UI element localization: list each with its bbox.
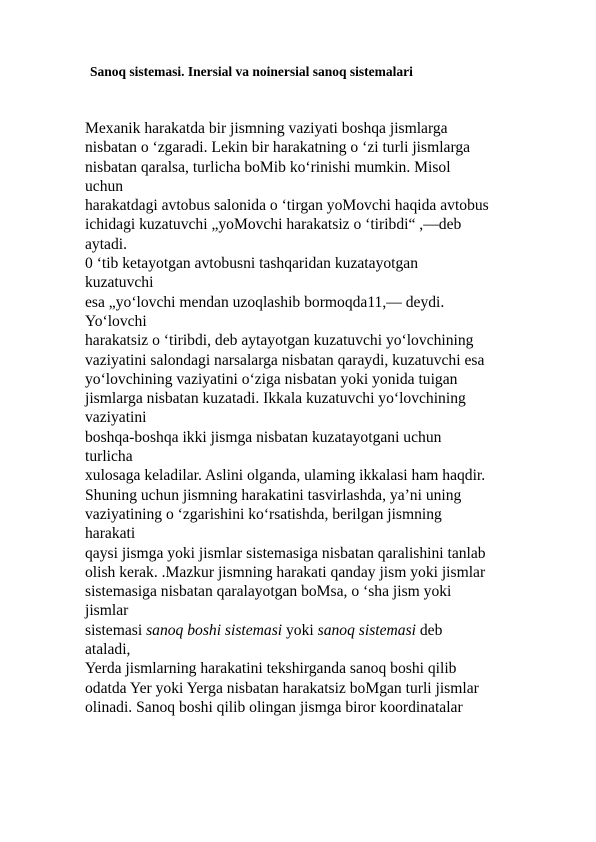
italic-term: sanoq boshi sistemasi bbox=[146, 621, 283, 639]
text-line: jismlar bbox=[85, 602, 129, 620]
text-line: harakatsiz o ‘tiribdi, deb aytayotgan kuzatuvchi yo‘lovchining bbox=[85, 332, 474, 350]
text-line: boshqa-boshqa ikki jismga nisbatan kuzatayotgani uchun bbox=[85, 428, 442, 446]
text-line: vaziyatining o ‘zgarishini ko‘rsatishda, berilgan jismning bbox=[85, 505, 442, 523]
body-text bbox=[85, 119, 545, 717]
text-line: odatda Yer yoki Yerga nisbatan harakatsiz boMgan turli jismlar bbox=[85, 679, 479, 697]
text-line: sistemasiga nisbatan qaralayotgan boMsa, o ‘sha jism yoki bbox=[85, 583, 452, 601]
italic-term: sanoq sistemasi bbox=[317, 621, 416, 639]
text-run: yoki bbox=[282, 621, 318, 639]
text-line: Shuning uchun jismning harakatini tasvirlashda, ya’ni uning bbox=[85, 486, 462, 504]
text-line: qaysi jismga yoki jismlar sistemasiga nisbatan qaralishini tanlab bbox=[85, 544, 486, 562]
text-line: uchun bbox=[85, 177, 124, 195]
text-line: esa „yo‘lovchi mendan uzoqlashib bormoqda11,— deydi. bbox=[85, 293, 445, 311]
text-run: sistemasi bbox=[85, 621, 147, 639]
text-line: olinadi. Sanoq boshi qilib olingan jismga biror koordinatalar bbox=[85, 698, 463, 716]
text-line: 0 ‘tib ketayotgan avtobusni tashqaridan kuzatayotgan bbox=[85, 255, 419, 273]
text-line: yo‘lovchining vaziyatini o‘ziga nisbatan yoki yonida tuigan bbox=[85, 370, 458, 388]
text-line: turlicha bbox=[85, 448, 133, 466]
text-line: harakati bbox=[85, 525, 136, 543]
text-line: Mexanik harakatda bir jismning vaziyati boshqa jismlarga bbox=[85, 120, 448, 137]
text-line: Yo‘lovchi bbox=[85, 312, 147, 330]
text-line: olish kerak. .Mazkur jismning harakati qanday jism yoki jismlar bbox=[85, 563, 486, 581]
text-line: nisbatan qaralsa, turlicha boMib ko‘rinishi mumkin. Misol bbox=[85, 158, 451, 176]
text-line: Yerda jismlarning harakatini tekshirganda sanoq boshi qilib bbox=[85, 660, 457, 678]
text-line: vaziyatini salondagi narsalarga nisbatan qaraydi, kuzatuvchi esa bbox=[85, 351, 485, 369]
text-line: aytadi. bbox=[85, 235, 127, 253]
text-line: nisbatan o ‘zgaradi. Lekin bir harakatning o ‘zi turli jismlarga bbox=[85, 139, 471, 157]
text-line: ichidagi kuzatuvchi „yoMovchi harakatsiz o ‘tiribdi“ ,—deb bbox=[85, 216, 462, 234]
text-line: kuzatuvchi bbox=[85, 274, 154, 292]
text-line: ataladi, bbox=[85, 641, 131, 659]
text-line: jismlarga nisbatan kuzatadi. Ikkala kuzatuvchi yo‘lovchining bbox=[85, 390, 466, 408]
text-line: xulosaga keladilar. Aslini olganda, ulaming ikkalasi ham haqdir. bbox=[85, 467, 486, 485]
text-line: vaziyatini bbox=[85, 409, 147, 427]
text-line-mixed bbox=[85, 621, 545, 640]
document-title: Sanoq sistemasi. Inersial va noinersial sanoq sistemalari bbox=[90, 64, 413, 79]
text-run: deb bbox=[415, 621, 443, 639]
text-line: harakatdagi avtobus salonida o ‘tirgan yoMovchi haqida avtobus bbox=[85, 197, 489, 215]
